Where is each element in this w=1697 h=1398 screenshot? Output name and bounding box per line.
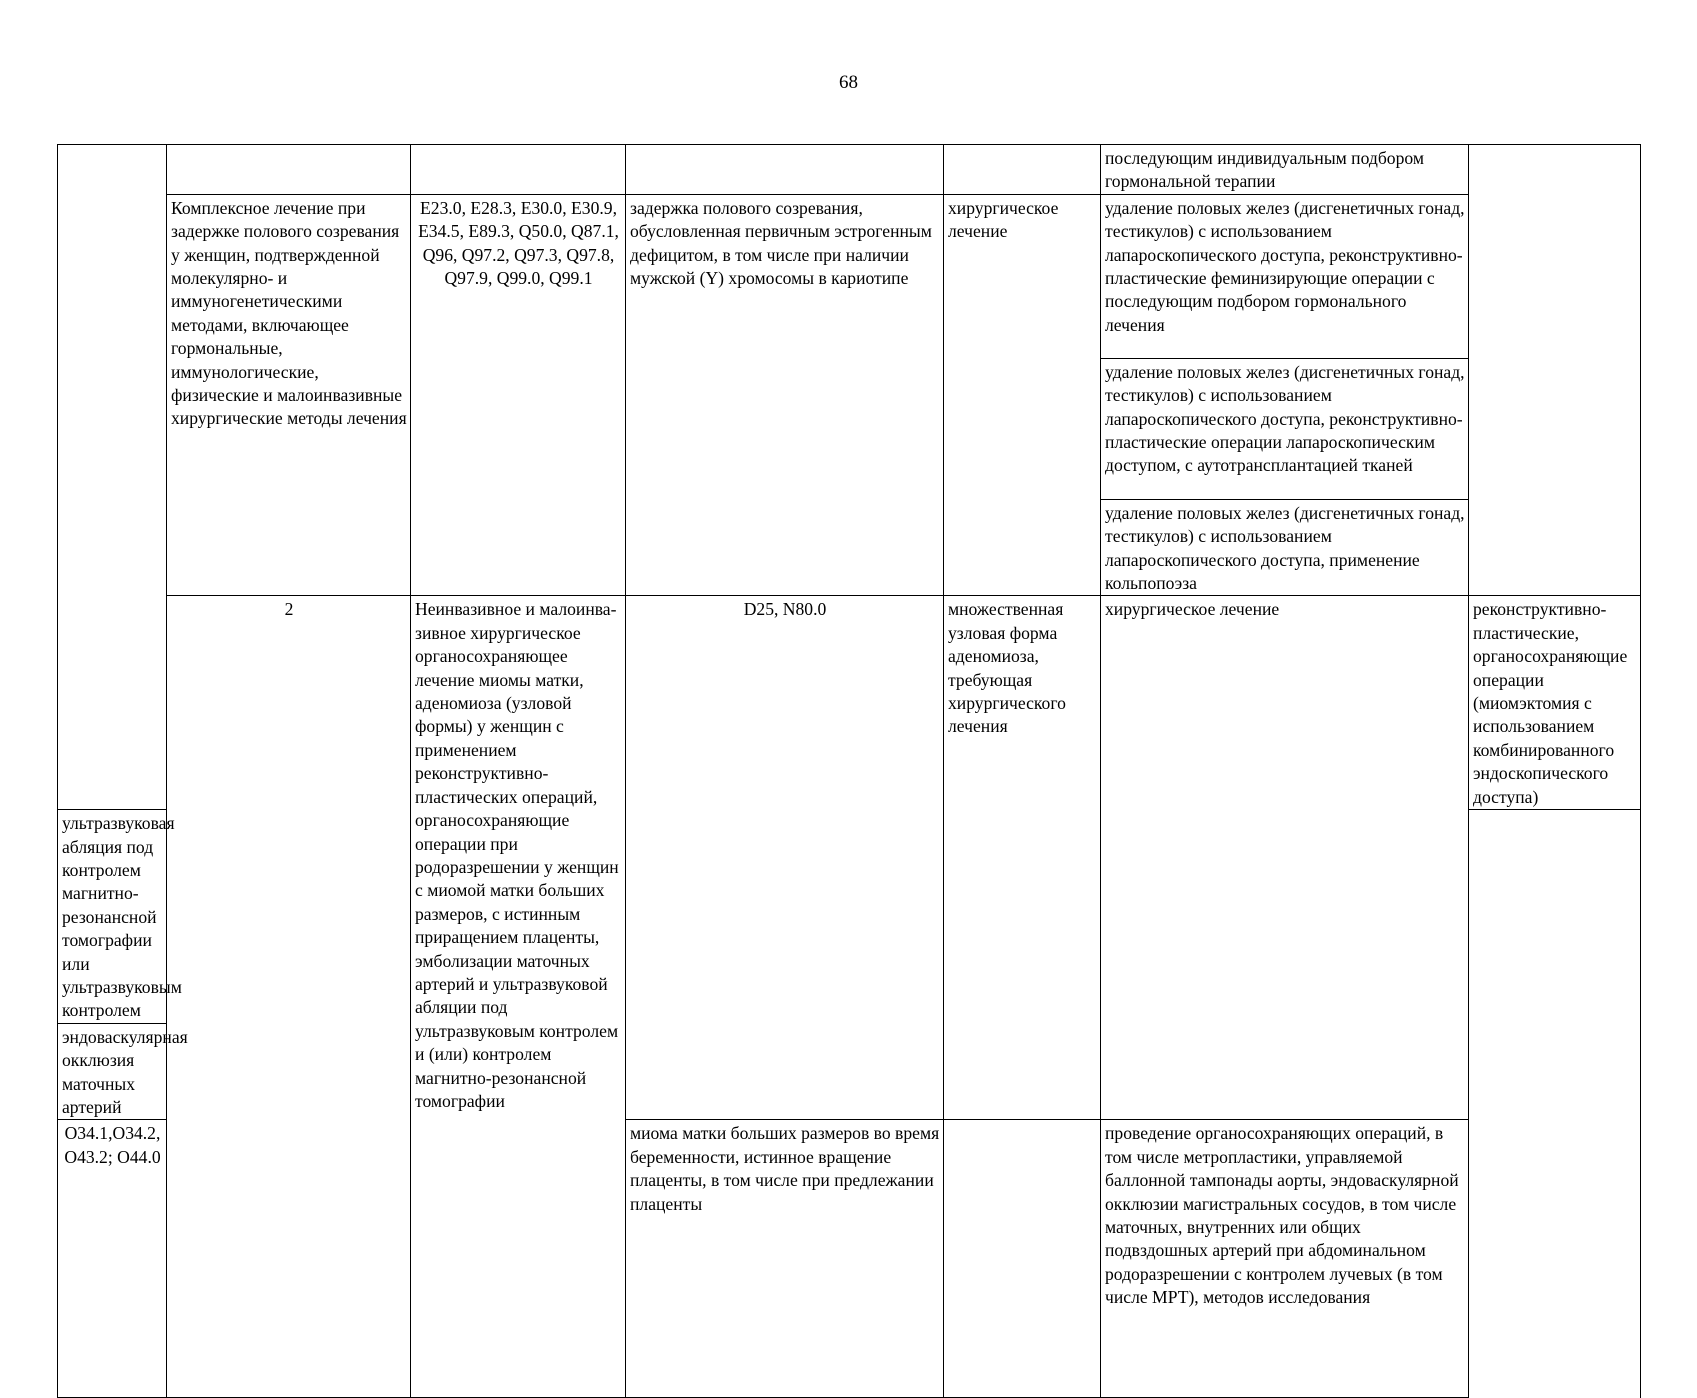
- cost-cell: [1469, 145, 1641, 596]
- group2-sub1-treatment: хирургическое лечение: [1101, 596, 1469, 1120]
- group1-method-1: удаление половых желез (дисгенетичных гонад, тестикулов) с использованием лапароскопического доступа, реконструктивно-пластические феминизирующие операции с последующим подбором гормонального лечения: [1101, 194, 1469, 358]
- group1-name: Комплексное лечение при задержке полового созревания у женщин, подтвержденной молекулярно- и иммуногенетическими методами, включающее гормональные, иммунологические, физические и малоинвазивные хирургические методы лечения: [167, 194, 411, 596]
- group1-method-3: удаление половых желез (дисгенетичных гонад, тестикулов) с использованием лапароскопического доступа, применение кольпопоэза: [1101, 499, 1469, 596]
- group2-sub1-method-3: эндоваскулярная окклюзия маточных артерий: [58, 1023, 167, 1120]
- table-row: [58, 596, 1641, 810]
- number-cell: [58, 145, 167, 810]
- table-row: [58, 145, 1641, 195]
- group1-method-2: удаление половых желез (дисгенетичных гонад, тестикулов) с использованием лапароскопического доступа, реконструктивно-пластические операции лапароскопическим доступом, с аутотрансплантацией тканей: [1101, 358, 1469, 499]
- name-cell: [167, 145, 411, 195]
- group1-codes: E23.0, E28.3, E30.0, E30.9, E34.5, E89.3, Q50.0, Q87.1, Q96, Q97.2, Q97.3, Q97.8, Q97.9, Q99.0, Q99.1: [411, 194, 626, 596]
- method-cell: последующим индивидуальным подбором гормональной терапии: [1101, 145, 1469, 195]
- table-row: [58, 194, 1641, 358]
- group2-sub2-treatment: [944, 1120, 1101, 1398]
- page-number: 68: [839, 72, 858, 93]
- group1-model: задержка полового созревания, обусловленная первичным эстрогенным дефицитом, в том числе при наличии мужской (Y) хромосомы в кариотипе: [626, 194, 944, 596]
- treatment-cell: [944, 145, 1101, 195]
- group2-sub1-method-1: реконструктивно-пластические, органосохраняющие операции (миомэктомия с использованием комбинированного эндоскопического доступа): [1469, 596, 1641, 810]
- group2-name: Неинвазивное и малоинва-зивное хирургическое органосохраняющее лечение миомы матки, аденомиоза (узловой формы) у женщин с применением реконструктивно-пластических операций, органосохраняющие операции при родоразрешении у женщин с миомой матки больших размеров, с истинным приращением плаценты, эмболизации маточных артерий и ультразвуковой абляции под ультразвуковым контролем и (или) контролем магнитно-резонансной томографии: [411, 596, 626, 1398]
- treatment-table: [57, 144, 1641, 1398]
- group2-sub1-method-2: ультразвуковая абляция под контролем магнитно-резонансной томографии или ультразвуковым контролем: [58, 810, 167, 1024]
- codes-cell: [411, 145, 626, 195]
- group2-sub2-method-1: проведение органосохраняющих операций, в том числе метропластики, управляемой баллонной тампонады аорты, эндоваскулярной окклюзии магистральных сосудов, в том числе маточных, внутренних или общих подвздошных артерий при абдоминальном родоразрешении с контролем лучевых (в том числе МРТ), методов исследования: [1101, 1120, 1469, 1398]
- model-cell: [626, 145, 944, 195]
- group2-sub2-model: миома матки больших размеров во время беременности, истинное вращение плаценты, в том числе при предлежании плаценты: [626, 1120, 944, 1398]
- group2-sub1-model: множественная узловая форма аденомиоза, требующая хирургического лечения: [944, 596, 1101, 1120]
- group1-treatment: хирургическое лечение: [944, 194, 1101, 596]
- group2-number: 2: [167, 596, 411, 1398]
- group2-sub2-codes: O34.1,O34.2, O43.2; O44.0: [58, 1120, 167, 1398]
- group2-sub1-codes: D25, N80.0: [626, 596, 944, 1120]
